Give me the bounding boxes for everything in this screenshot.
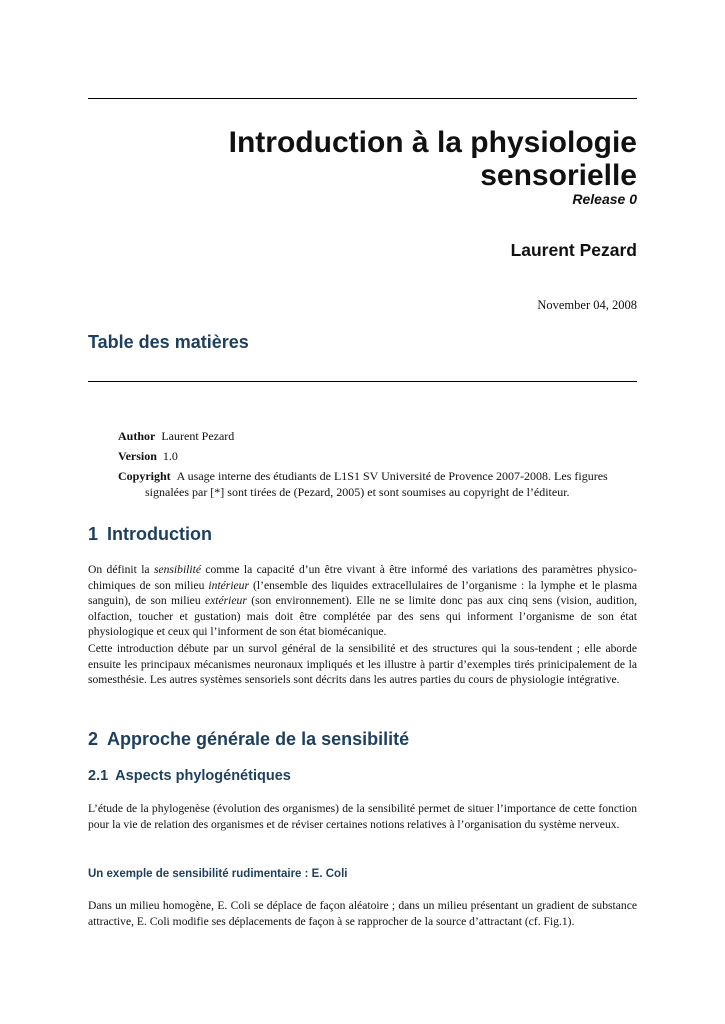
top-rule (88, 98, 637, 99)
author-name: Laurent Pezard (510, 240, 637, 260)
copyright-field (118, 468, 618, 500)
toc-rule (88, 381, 637, 382)
section-1-paragraph-1 (88, 562, 637, 640)
section-2-1-title: Aspects phylogénétiques (115, 768, 291, 784)
version-field (118, 448, 618, 464)
section-2-number: 2 (88, 729, 99, 749)
toc-heading[interactable]: Table des matières (88, 332, 249, 352)
section-2-1-number: 2.1 (88, 768, 109, 784)
section-1-number: 1 (88, 524, 99, 544)
subsection-ecoli-heading[interactable]: Un exemple de sensibilité rudimentaire : E. Coli (88, 868, 348, 880)
p1-emphasis-interieur: intérieur (208, 578, 249, 592)
author-field (118, 428, 618, 444)
section-1-paragraph-2: Cette introduction débute par un survol général de la sensibilité et des structures qui la sous-tendent ; elle aborde ensuite les principaux mécanismes neuronaux impliqués et les illustre à partir d’exemples tirés prinicipalement de la somesthésie. Les autres systèmes sensoriels sont décrits dans les autres parties du cours de physiologie intégrative. (88, 642, 637, 687)
section-2-1-heading[interactable] (88, 768, 291, 784)
p1-text-4: (son environnement). Elle ne se limite donc pas aux cinq sens (vision, audition, olfaction, toucher et gustation) mais doit être complétée par des sens qui informent l’organisme de son état physiologique et ceux qui l’informent de son état biomécanique. (88, 594, 638, 639)
section-2-title: Approche générale de la sensibilité (107, 729, 410, 749)
p1-emphasis-exterieur: extérieur (205, 594, 247, 608)
release-label: Release 0 (572, 191, 637, 207)
section-2-heading[interactable] (88, 729, 409, 750)
document-title: Introduction à la physiologie sensorielle (228, 126, 637, 192)
section-1-title: Introduction (107, 524, 212, 544)
copyright-field-label: Copyright (118, 469, 171, 483)
subsection-ecoli-paragraph: Dans un milieu homogène, E. Coli se déplace de façon aléatoire ; dans un milieu présentant un gradient de substance attractive, E. Coli modifie ses déplacements de façon à se rapprocher de la source d’attractant (cf. Fig.1). (88, 899, 637, 928)
version-field-label: Version (118, 449, 157, 463)
section-2-1-paragraph: L’étude de la phylogenèse (évolution des organismes) de la sensibilité permet de situer l’importance de cette fonction pour la vie de relation des organismes et de réviser certaines notions relatives à l’organisation du système nerveux. (88, 802, 637, 831)
p1-text-2: comme la capacité d’un être vivant à être informé des variations des paramètres physico-chimiques de son milieu (88, 563, 637, 592)
p1-emphasis-sensibilite: sensibilité (153, 563, 201, 576)
section-1-heading[interactable] (88, 524, 212, 545)
author-field-value: Laurent Pezard (161, 429, 235, 443)
copyright-field-value: A usage interne des étudiants de L1S1 SV Université de Provence 2007-2008. Les figures signalées par [*] sont tirées de (Pezard, 2005) et sont soumises au copyright de l’éditeur. (145, 469, 608, 499)
author-field-label: Author (118, 429, 156, 443)
p1-text-1: On définit la (88, 563, 154, 576)
p1-text-3: (l’ensemble des liquides extracellulaires de l’organisme : la lymphe et le plasma sanguin), de son milieu (88, 578, 638, 608)
publication-date: November 04, 2008 (537, 298, 637, 312)
document-fields (118, 428, 618, 504)
version-field-value: 1.0 (162, 449, 178, 463)
